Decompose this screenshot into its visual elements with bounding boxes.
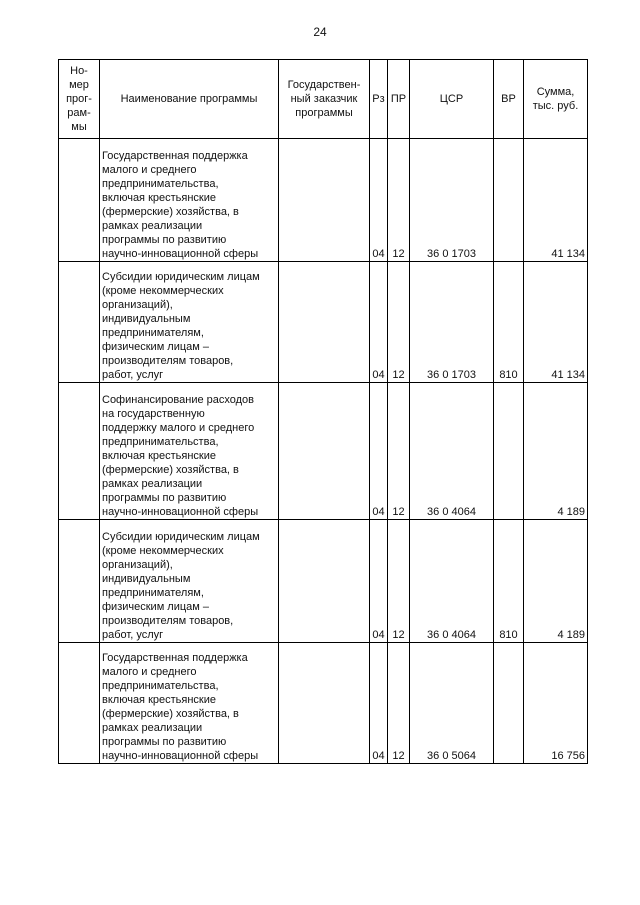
vr-cell [494, 139, 524, 262]
csr-cell [410, 643, 494, 764]
csr-text: 36 0 5064 [427, 750, 476, 762]
sum-text: 41 134 [551, 248, 585, 260]
rz-text: 04 [372, 750, 385, 762]
pr-cell [388, 383, 410, 520]
header-customer: Государствен- ный заказчик программы [279, 60, 370, 139]
sum-cell [524, 262, 588, 383]
vr-text: 810 [499, 629, 518, 641]
csr-cell [410, 139, 494, 262]
table-header [59, 60, 588, 139]
sum-cell [524, 383, 588, 520]
pr-text: 12 [392, 506, 405, 518]
num-cell [59, 262, 100, 383]
csr-text: 36 0 1703 [427, 248, 476, 260]
page-number: 24 [313, 25, 327, 39]
rz-text: 04 [372, 369, 385, 381]
rz-cell [370, 262, 388, 383]
rz-text: 04 [372, 248, 385, 260]
pr-text: 12 [392, 629, 405, 641]
program-name-cell [100, 139, 279, 262]
sum-text: 16 756 [551, 750, 585, 762]
csr-cell [410, 262, 494, 383]
program-name-text: Софинансирование расходов на государственную поддержку малого и среднего предпринимательства, включая крестьянские (фермерские) хозяйства, в рамках реализации программы по развитию научно-инновационной сферы [102, 394, 259, 518]
table-body [59, 139, 588, 764]
num-cell [59, 383, 100, 520]
csr-text: 36 0 1703 [427, 369, 476, 381]
header-sum: Сумма, тыс. руб. [524, 60, 588, 139]
program-name-text: Государственная поддержка малого и среднего предпринимательства, включая крестьянские (фермерские) хозяйства, в рамках реализации программы по развитию научно-инновационной сферы [102, 652, 259, 762]
sum-cell [524, 643, 588, 764]
customer-cell [279, 383, 370, 520]
csr-text: 36 0 4064 [427, 629, 476, 641]
rz-cell [370, 139, 388, 262]
vr-cell [494, 383, 524, 520]
vr-text: 810 [499, 369, 518, 381]
program-name-cell [100, 643, 279, 764]
program-name-text: Субсидии юридическим лицам (кроме некоммерческих организаций), индивидуальным предпринимателям, физическим лицам – производителям товаров, работ, услуг [102, 271, 260, 381]
sum-cell [524, 520, 588, 643]
sum-text: 41 134 [551, 369, 585, 381]
rz-cell [370, 520, 388, 643]
csr-cell [410, 383, 494, 520]
program-name-cell [100, 262, 279, 383]
vr-cell [494, 643, 524, 764]
num-cell [59, 643, 100, 764]
rz-cell [370, 643, 388, 764]
header-row [59, 60, 588, 139]
header-vr: ВР [494, 60, 524, 139]
header-rz: Рз [370, 60, 388, 139]
program-name-cell [100, 520, 279, 643]
table-row [59, 520, 588, 643]
pr-text: 12 [392, 369, 405, 381]
vr-cell [494, 520, 524, 643]
table-row [59, 139, 588, 262]
csr-cell [410, 520, 494, 643]
pr-cell [388, 520, 410, 643]
customer-cell [279, 262, 370, 383]
table-row [59, 383, 588, 520]
num-cell [59, 139, 100, 262]
vr-cell [494, 262, 524, 383]
program-name-cell [100, 383, 279, 520]
budget-table [58, 59, 588, 764]
customer-cell [279, 139, 370, 262]
sum-text: 4 189 [557, 629, 585, 641]
program-name-text: Субсидии юридическим лицам (кроме некоммерческих организаций), индивидуальным предпринимателям, физическим лицам – производителям товаров, работ, услуг [102, 531, 260, 641]
header-csr: ЦСР [410, 60, 494, 139]
pr-cell [388, 139, 410, 262]
pr-text: 12 [392, 248, 405, 260]
pr-cell [388, 643, 410, 764]
pr-cell [388, 262, 410, 383]
customer-cell [279, 643, 370, 764]
sum-cell [524, 139, 588, 262]
table-row [59, 643, 588, 764]
rz-text: 04 [372, 629, 385, 641]
rz-cell [370, 383, 388, 520]
header-program-name: Наименование программы [100, 60, 279, 139]
program-name-text: Государственная поддержка малого и среднего предпринимательства, включая крестьянские (фермерские) хозяйства, в рамках реализации программы по развитию научно-инновационной сферы [102, 150, 259, 260]
table-row [59, 262, 588, 383]
sum-text: 4 189 [557, 506, 585, 518]
pr-text: 12 [392, 750, 405, 762]
rz-text: 04 [372, 506, 385, 518]
header-program-number: Но- мер прог- рам- мы [59, 60, 100, 139]
csr-text: 36 0 4064 [427, 506, 476, 518]
customer-cell [279, 520, 370, 643]
header-pr: ПР [388, 60, 410, 139]
num-cell [59, 520, 100, 643]
